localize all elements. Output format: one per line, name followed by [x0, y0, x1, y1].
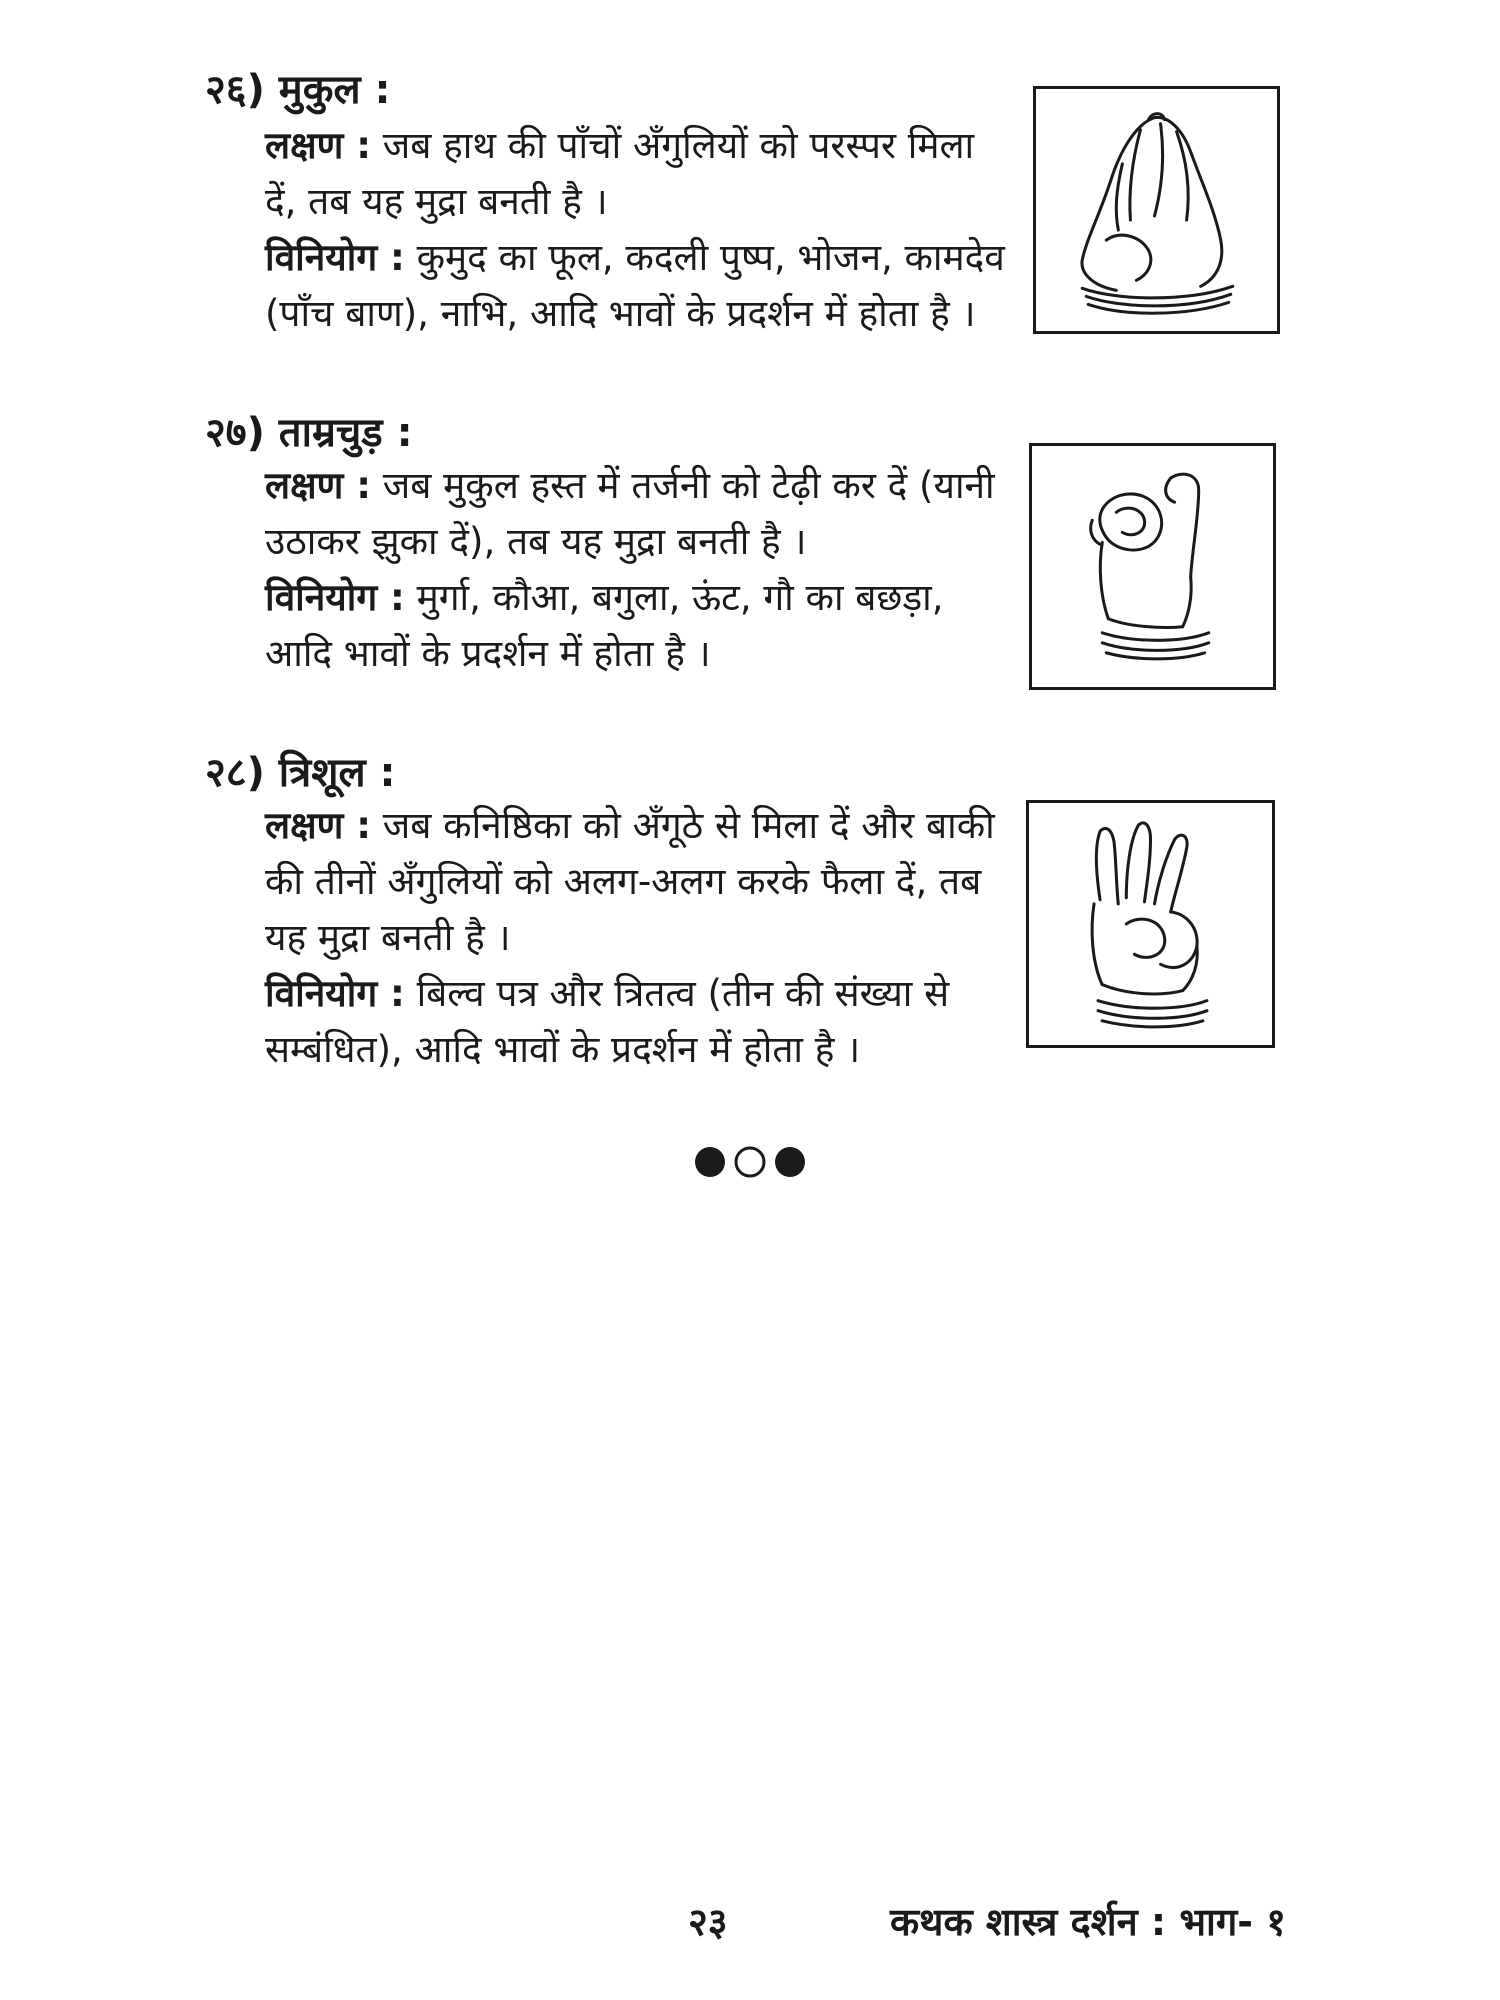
book-title-footer: कथक शास्त्र दर्शन : भाग- १ [890, 1900, 1287, 1944]
viniyog-text: कुमुद का फूल, कदली पुष्प, भोजन, कामदेव (पाँच बाण), नाभि, आदि भावों के प्रदर्शन में होता है । [265, 236, 1005, 335]
mukul-hand-mudra-icon [1036, 89, 1277, 331]
section-end-ornament [690, 1142, 810, 1182]
section-body [265, 458, 1013, 682]
section-body [265, 118, 1013, 342]
tamrachud-hand-mudra-icon [1032, 446, 1273, 687]
viniyog-paragraph [265, 966, 1013, 1078]
lakshan-paragraph [265, 798, 1013, 966]
lakshan-label: लक्षण : [265, 804, 372, 847]
lakshan-paragraph [265, 118, 1013, 230]
viniyog-paragraph [265, 230, 1013, 342]
viniyog-label: विनियोग : [265, 236, 405, 279]
viniyog-paragraph [265, 570, 1013, 682]
trishul-hand-mudra-icon [1029, 803, 1272, 1045]
lakshan-paragraph [265, 458, 1013, 570]
tamrachud-figure [1029, 443, 1276, 690]
section-heading: २८) त्रिशूल : [205, 750, 396, 796]
page-number: २३ [688, 1900, 728, 1944]
viniyog-text: बिल्व पत्र और त्रितत्व (तीन की संख्या से सम्बंधित), आदि भावों के प्रदर्शन में होता है । [265, 972, 950, 1071]
viniyog-text: मुर्गा, कौआ, बगुला, ऊंट, गौ का बछड़ा, आदि भावों के प्रदर्शन में होता है । [265, 576, 944, 675]
lakshan-text: जब हाथ की पाँचों अँगुलियों को परस्पर मिला दें, तब यह मुद्रा बनती है । [265, 124, 975, 223]
lakshan-label: लक्षण : [265, 124, 372, 167]
lakshan-label: लक्षण : [265, 464, 372, 507]
mukul-figure [1033, 86, 1280, 334]
section-body [265, 798, 1013, 1078]
section-heading: २७) ताम्रचुड़ : [205, 410, 413, 456]
viniyog-label: विनियोग : [265, 576, 405, 619]
lakshan-text: जब मुकुल हस्त में तर्जनी को टेढ़ी कर दें (यानी उठाकर झुका दें), तब यह मुद्रा बनती है । [265, 464, 995, 563]
section-heading: २६) मुकुल : [205, 67, 391, 113]
trishul-figure [1026, 800, 1275, 1048]
viniyog-label: विनियोग : [265, 972, 405, 1015]
three-circles-ornament-icon [690, 1142, 810, 1182]
lakshan-text: जब कनिष्ठिका को अँगूठे से मिला दें और बाकी की तीनों अँगुलियों को अलग-अलग करके फैला दें, तब यह मुद्रा बनती है । [265, 804, 995, 959]
